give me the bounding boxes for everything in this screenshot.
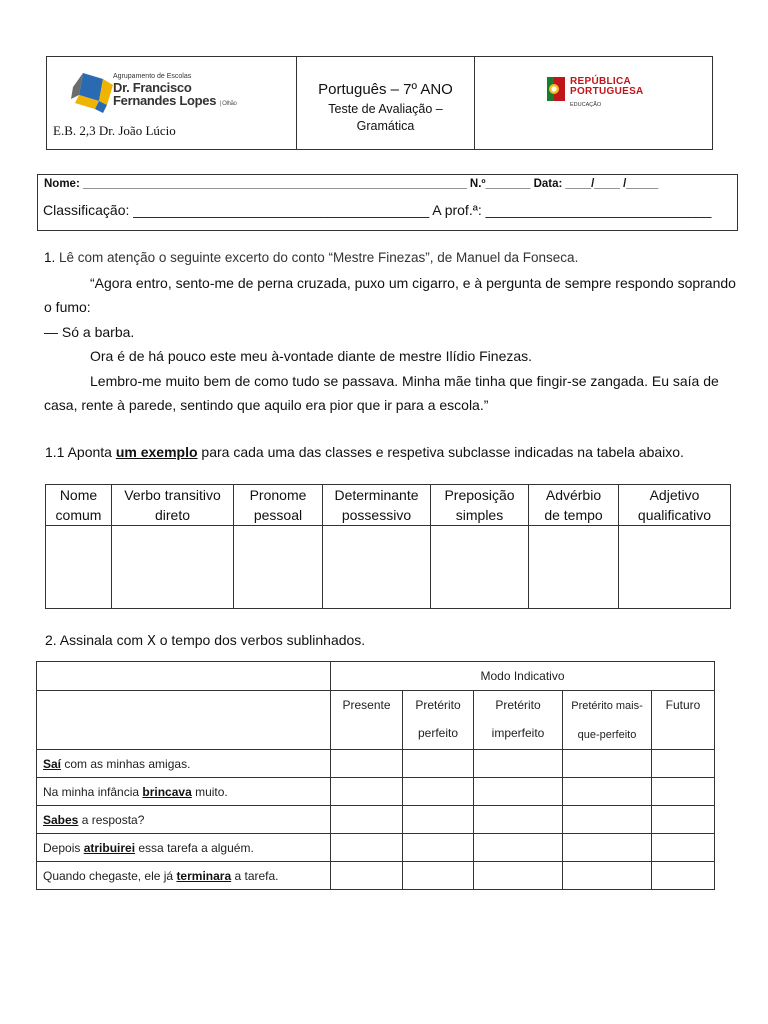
tense-checkbox-cell[interactable] xyxy=(331,862,403,890)
tense-checkbox-cell[interactable] xyxy=(331,778,403,806)
tense-checkbox-cell[interactable] xyxy=(403,750,474,778)
logo-line1: Dr. Francisco xyxy=(113,80,192,95)
republic-emblem-icon xyxy=(547,77,565,101)
answer-cell[interactable] xyxy=(234,526,323,609)
question-1-1-prompt xyxy=(45,444,684,460)
school-logo-icon xyxy=(69,69,117,115)
sentence-cell: Depois atribuirei essa tarefa a alguém. xyxy=(37,834,331,862)
q2-before: 2. Assinala com xyxy=(45,632,147,648)
logo-line2: Fernandes Lopes xyxy=(113,93,217,108)
tense-checkbox-cell[interactable] xyxy=(652,750,715,778)
classification-line[interactable]: Classificação: ______________________________________ A prof.ª: _____________________________ xyxy=(43,202,712,218)
tense-checkbox-cell[interactable] xyxy=(563,834,652,862)
sentence-cell: Saí com as minhas amigas. xyxy=(37,750,331,778)
column-header: Determinante possessivo xyxy=(323,485,431,526)
tense-checkbox-cell[interactable] xyxy=(563,778,652,806)
tense-checkbox-cell[interactable] xyxy=(403,862,474,890)
excerpt-line: “Agora entro, sento-me de perna cruzada, puxo um cigarro, e à pergunta de sempre respondo soprando xyxy=(90,275,736,291)
logo-place: | Olhão xyxy=(219,101,237,107)
government-logo-cell xyxy=(475,57,712,149)
answer-cell[interactable] xyxy=(431,526,529,609)
excerpt-line: Ora é de há pouco este meu à-vontade diante de mestre Ilídio Finezas. xyxy=(90,348,533,364)
excerpt-line: Lembro-me muito bem de como tudo se passava. Minha mãe tinha que fingir-se zangada. Eu saía de xyxy=(90,373,719,389)
student-info-box xyxy=(37,174,738,231)
excerpt-line: o fumo: xyxy=(44,299,91,315)
tense-checkbox-cell[interactable] xyxy=(652,862,715,890)
answer-cell[interactable] xyxy=(529,526,619,609)
tense-header: Pretérito perfeito xyxy=(403,691,474,750)
tense-checkbox-cell[interactable] xyxy=(474,806,563,834)
q11-before: 1.1 Aponta xyxy=(45,444,116,460)
tense-checkbox-cell[interactable] xyxy=(331,806,403,834)
tense-checkbox-cell[interactable] xyxy=(652,834,715,862)
school-logo-cell xyxy=(47,57,297,149)
empty-header-cell xyxy=(37,662,331,691)
tense-checkbox-cell[interactable] xyxy=(474,834,563,862)
sentence-cell: Quando chegaste, ele já terminara a tarefa. xyxy=(37,862,331,890)
tense-checkbox-cell[interactable] xyxy=(331,750,403,778)
tense-checkbox-cell[interactable] xyxy=(652,778,715,806)
q11-emphasis: um exemplo xyxy=(115,444,198,460)
mode-header: Modo Indicativo xyxy=(331,662,715,691)
underlined-verb: terminara xyxy=(176,868,232,883)
government-logo-text xyxy=(570,77,644,110)
tense-header: Pretérito imperfeito xyxy=(474,691,563,750)
excerpt-line: — Só a barba. xyxy=(44,324,135,340)
question-2-prompt xyxy=(45,632,365,649)
question-1-text: Lê com atenção o seguinte excerto do conto “Mestre Finezas”, de Manuel da Fonseca. xyxy=(59,250,579,265)
answer-cell[interactable] xyxy=(46,526,112,609)
student-name-line[interactable]: Nome: ____________________________________________________________ N.º_______ Data: ____/____ /_____ xyxy=(44,178,659,190)
answer-cell[interactable] xyxy=(323,526,431,609)
tense-checkbox-cell[interactable] xyxy=(331,834,403,862)
tense-checkbox-cell[interactable] xyxy=(474,862,563,890)
school-logo-text xyxy=(113,73,237,111)
column-header: Verbo transitivo direto xyxy=(112,485,234,526)
tense-header: Futuro xyxy=(652,691,715,750)
column-header: Pronome pessoal xyxy=(234,485,323,526)
tense-checkbox-cell[interactable] xyxy=(563,750,652,778)
underlined-verb: Saí xyxy=(43,756,62,771)
sentence-cell: Sabes a resposta? xyxy=(37,806,331,834)
tense-checkbox-cell[interactable] xyxy=(563,806,652,834)
header-box xyxy=(46,56,713,150)
answer-cell[interactable] xyxy=(112,526,234,609)
gov-line1: REPÚBLICA xyxy=(570,76,632,87)
q2-after: o tempo dos verbos sublinhados. xyxy=(155,632,366,648)
sentence-cell: Na minha infância brincava muito. xyxy=(37,778,331,806)
gov-line2: PORTUGUESA xyxy=(570,86,644,97)
word-class-table xyxy=(45,484,731,609)
column-header: Preposição simples xyxy=(431,485,529,526)
gov-line3: EDUCAÇÃO xyxy=(570,102,602,108)
answer-cell[interactable] xyxy=(619,526,731,609)
q11-after: para cada uma das classes e respetiva subclasse indicadas na tabela abaixo. xyxy=(197,444,684,460)
question-1-prompt xyxy=(44,250,578,265)
test-title-line2: Gramática xyxy=(356,119,415,133)
underlined-verb: atribuirei xyxy=(83,840,136,855)
logo-line2-wrap xyxy=(113,94,237,111)
underlined-verb: brincava xyxy=(142,784,192,799)
tense-checkbox-cell[interactable] xyxy=(474,750,563,778)
logo-small-text: Agrupamento de Escolas xyxy=(113,73,192,80)
q2-mark: X xyxy=(146,634,156,649)
verb-tense-table xyxy=(36,661,715,890)
tense-checkbox-cell[interactable] xyxy=(652,806,715,834)
tense-header: Pretérito mais- que-perfeito xyxy=(563,691,652,750)
column-header: Nome comum xyxy=(46,485,112,526)
excerpt-line: casa, rente à parede, sentindo que aquilo era pior que ir para a escola.” xyxy=(44,397,489,413)
tense-checkbox-cell[interactable] xyxy=(474,778,563,806)
column-header: Adjetivo qualificativo xyxy=(619,485,731,526)
subject-title: Português – 7º ANO xyxy=(318,81,453,98)
test-title xyxy=(297,101,474,135)
question-1-number: 1. xyxy=(44,250,56,265)
tense-checkbox-cell[interactable] xyxy=(403,806,474,834)
school-name: E.B. 2,3 Dr. João Lúcio xyxy=(53,123,176,138)
tense-checkbox-cell[interactable] xyxy=(403,834,474,862)
tense-checkbox-cell[interactable] xyxy=(563,862,652,890)
test-title-line1: Teste de Avaliação – xyxy=(328,102,443,116)
title-cell xyxy=(297,57,475,149)
empty-header-cell xyxy=(37,691,331,750)
column-header: Advérbio de tempo xyxy=(529,485,619,526)
underlined-verb: Sabes xyxy=(43,812,79,827)
tense-checkbox-cell[interactable] xyxy=(403,778,474,806)
tense-header: Presente xyxy=(331,691,403,750)
